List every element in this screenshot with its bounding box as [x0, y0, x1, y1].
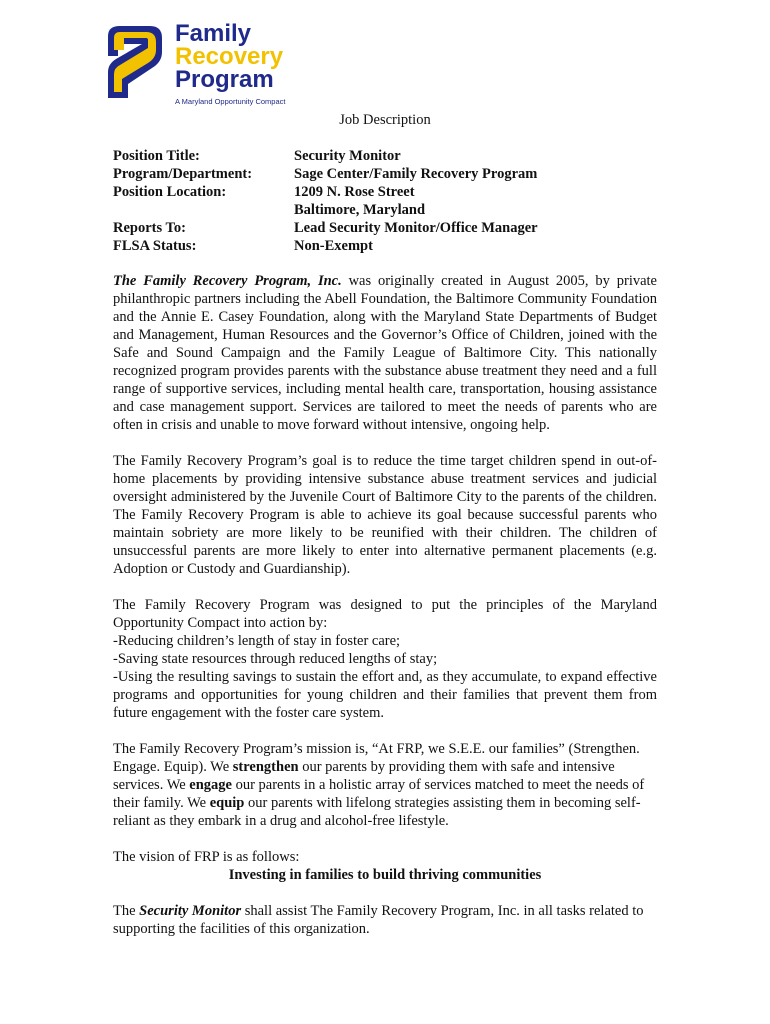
paragraph-history	[113, 272, 657, 434]
info-label: Reports To:	[113, 220, 186, 236]
emphasis-engage: engage	[189, 777, 232, 793]
vision-statement: Investing in families to build thriving communities	[228, 867, 542, 883]
text-run: The Family Recovery Program’s mission is, “At FRP, we S.E.E. our families” (Strengthen. Engage. Equip). We	[113, 741, 640, 775]
info-value: Security Monitor	[294, 148, 401, 164]
info-label: FLSA Status:	[113, 238, 197, 254]
info-value: Baltimore, Maryland	[294, 202, 426, 218]
info-label: Program/Department:	[113, 166, 253, 182]
organization-logo	[100, 22, 290, 110]
organization-name: The Family Recovery Program, Inc.	[113, 273, 342, 289]
logo-wordmark	[175, 22, 283, 91]
logo-mark-icon	[100, 22, 170, 102]
logo-line-family: Family	[175, 20, 252, 47]
text-run: our parents with lifelong strategies assisting them in becoming self-reliant as they embark in a drug and alcohol-free lifestyle.	[113, 795, 641, 829]
info-label: Position Title:	[113, 148, 200, 164]
position-name: Security Monitor	[139, 903, 242, 919]
paragraph-intro: The Family Recovery Program was designed to put the principles of the Maryland Opportunity Compact into action by:	[113, 597, 657, 631]
info-value: Lead Security Monitor/Office Manager	[294, 220, 538, 236]
text-run: our parents by providing them with safe and intensive services. We	[113, 759, 615, 793]
text-run: The	[113, 903, 140, 919]
list-item: -Reducing children’s length of stay in foster care;	[113, 633, 401, 649]
emphasis-strengthen: strengthen	[232, 759, 299, 775]
logo-tagline: A Maryland Opportunity Compact	[175, 97, 286, 106]
info-label: Position Location:	[113, 184, 227, 200]
list-item: -Using the resulting savings to sustain the effort and, as they accumulate, to expand effective programs and opportunities for young children and their families that prevent them from future engagement with the foster care system.	[113, 669, 657, 721]
info-value: 1209 N. Rose Street	[294, 184, 415, 200]
vision-intro: The vision of FRP is as follows:	[113, 849, 300, 865]
info-value: Sage Center/Family Recovery Program	[294, 166, 538, 182]
paragraph-role	[113, 902, 657, 938]
list-item: -Saving state resources through reduced lengths of stay;	[113, 651, 438, 667]
text-run: our parents in a holistic array of services matched to meet the needs of their family. We	[113, 777, 645, 811]
text-run: shall assist The Family Recovery Program, Inc. in all tasks related to supporting the facilities of this organization.	[113, 903, 644, 937]
logo-line-program: Program	[175, 66, 274, 93]
document-title: Job Description	[339, 112, 431, 128]
paragraph-mission	[113, 740, 657, 830]
emphasis-equip: equip	[209, 795, 245, 811]
paragraph-design	[113, 596, 657, 722]
paragraph-vision	[113, 848, 657, 884]
document-body	[113, 272, 657, 956]
info-value: Non-Exempt	[294, 238, 373, 254]
paragraph-text: was originally created in August 2005, by private philanthropic partners including the Abell Foundation, the Baltimore Community Foundation and the Annie E. Casey Foundation, along with the Maryland State Departments of Budget and Management, Human Resources and the Governor’s Office of Children, joined with the Safe and Sound Campaign and the Family League of Baltimore City. This nationally recognized program provides parents with the substance abuse treatment they need and a full range of supportive services, including mental health care, transportation, housing assistance and case management support. Services are tailored to meet the needs of parents who are often in crisis and unable to move forward without intensive, ongoing help.	[113, 273, 657, 433]
logo-line-recovery: Recovery	[175, 43, 284, 70]
paragraph-goal: The Family Recovery Program’s goal is to reduce the time target children spend in out-of-home placements by providing intensive substance abuse treatment services and judicial oversight administered by the Juvenile Court of Baltimore City to the parents of the children. The Family Recovery Program is able to achieve its goal because successful parents who maintain sobriety are more likely to be reunified with their children. The children of unsuccessful parents are more likely to enter into alternative permanent placements (e.g. Adoption or Custody and Guardianship).	[113, 453, 657, 577]
